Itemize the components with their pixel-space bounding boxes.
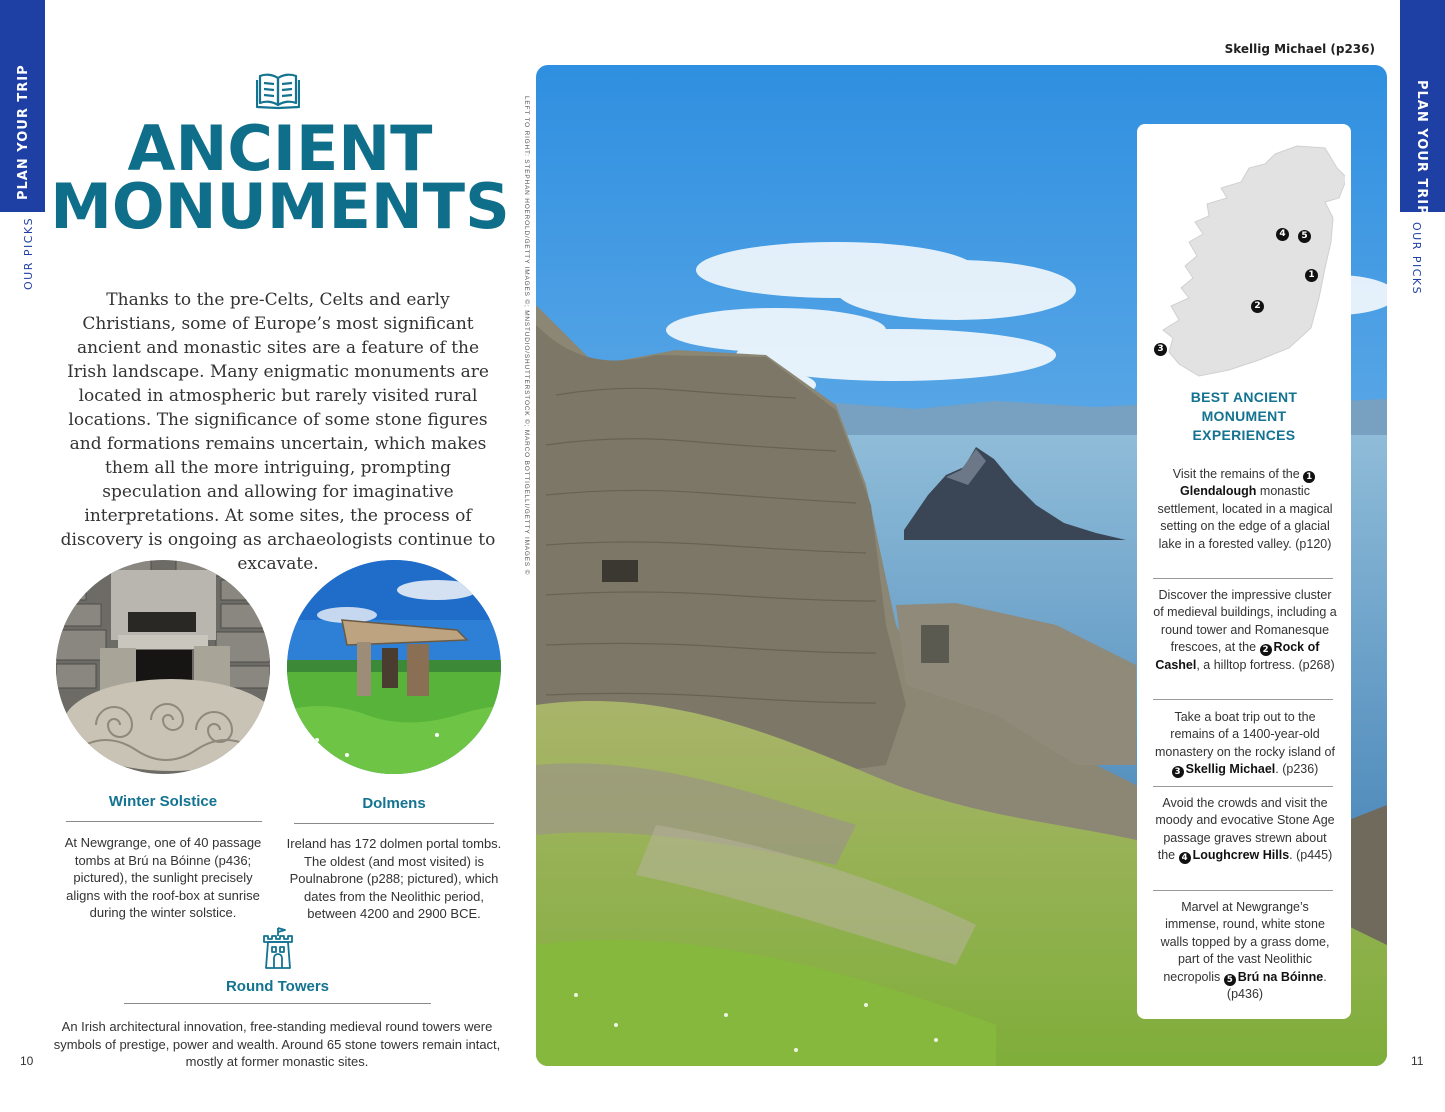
round-towers-heading: Round Towers xyxy=(225,978,330,995)
experience-2 xyxy=(1153,587,1337,674)
title-line-2: MONUMENTS xyxy=(50,170,510,243)
experience-divider xyxy=(1153,699,1333,700)
experience-3-name: Skellig Michael xyxy=(1185,762,1276,777)
panel-title xyxy=(1137,388,1351,445)
round-towers-rule xyxy=(124,1003,431,1004)
photo-caption: Skellig Michael (p236) xyxy=(1224,42,1375,56)
ireland-map xyxy=(1149,138,1345,388)
experience-2-detail: , a hilltop fortress. (p268) xyxy=(1196,657,1335,672)
experience-3-marker: 3 xyxy=(1172,766,1184,778)
winter-solstice-text: At Newgrange, one of 40 passage tombs at Brú na Bóinne (p436; pictured), the sunlight precisely aligns with the roof-box at sunrise during the winter solstice. xyxy=(64,835,262,920)
best-experiences-panel xyxy=(1137,124,1351,1019)
experience-4-marker: 4 xyxy=(1179,852,1191,864)
panel-title-line-2: MONUMENT xyxy=(1201,408,1287,424)
experience-divider xyxy=(1153,786,1333,787)
dolmen-photo xyxy=(287,560,501,774)
experience-3-intro: Take a boat trip out to the remains of a 1400-year-old monastery on the rocky island of xyxy=(1155,710,1335,759)
plan-your-trip-label-left: PLAN YOUR TRIP xyxy=(16,64,31,200)
experience-5 xyxy=(1153,899,1337,1003)
tower-icon xyxy=(259,926,297,970)
map-marker-3: 3 xyxy=(1154,343,1167,356)
experience-5-detail: . (p436) xyxy=(1226,969,1327,1002)
experience-5-name: Brú na Bóinne xyxy=(1237,969,1324,984)
our-picks-label-left: OUR PICKS xyxy=(22,216,35,290)
our-picks-label-right: OUR PICKS xyxy=(1410,222,1423,296)
map-marker-4: 4 xyxy=(1276,228,1289,241)
round-towers-text: An Irish architectural innovation, free-standing medieval round towers were symbols of prestige, power and wealth. Around 65 stone towers remain intact, mostly at former monastic sites. xyxy=(53,1019,501,1069)
experience-4-name: Loughcrew Hills xyxy=(1192,848,1290,863)
experience-divider xyxy=(1153,890,1333,891)
experience-1-name: Glendalough xyxy=(1180,484,1257,499)
experience-1 xyxy=(1153,466,1337,553)
dolmens-rule xyxy=(294,823,494,824)
experience-2-name: Rock of Cashel xyxy=(1155,640,1320,672)
experience-1-detail: monastic settlement, located in a magical setting on the edge of a glacial lake in a forested valley. (p120) xyxy=(1157,484,1333,551)
winter-solstice-heading: Winter Solstice xyxy=(108,793,218,810)
plan-your-trip-label-right: PLAN YOUR TRIP xyxy=(1414,80,1429,216)
experience-2-marker: 2 xyxy=(1260,644,1272,656)
experience-1-intro: Visit the remains of the xyxy=(1172,467,1300,481)
book-icon xyxy=(256,70,300,110)
title-line-1: ANCIENT xyxy=(127,112,433,185)
panel-title-line-1: BEST ANCIENT xyxy=(1190,389,1298,405)
experience-5-intro: Marvel at Newgrange’s immense, round, white stone walls topped by a grass dome, part of the vast Neolithic necropolis xyxy=(1160,900,1330,984)
winter-solstice-rule xyxy=(66,821,262,822)
experience-5-marker: 5 xyxy=(1224,974,1236,986)
experience-4-detail: . (p445) xyxy=(1289,848,1333,863)
map-marker-2: 2 xyxy=(1251,300,1264,313)
experience-2-intro: Discover the impressive cluster of medieval buildings, including a round tower and Romanesque frescoes, at the xyxy=(1153,588,1337,655)
intro-paragraph: Thanks to the pre-Celts, Celts and early Christians, some of Europe’s most significant ancient and monastic sites are a feature of the Irish landscape. Many enigmatic monuments are located in atmospheric but rarely visited rural locations. The significance of some stone figures and formations remains uncertain, which makes them all the more intriguing, prompting speculation and allowing for imaginative interpretations. At some sites, the process of discovery is ongoing as archaeologists continue to excavate. xyxy=(60,290,496,574)
experience-3 xyxy=(1153,709,1337,779)
page-title xyxy=(50,112,510,243)
experience-4-intro: Avoid the crowds and visit the moody and evocative Stone Age passage graves strewn about the xyxy=(1155,796,1335,863)
page-number-left: 10 xyxy=(20,1054,34,1068)
panel-title-line-3: EXPERIENCES xyxy=(1192,427,1296,443)
experience-3-detail: . (p236) xyxy=(1275,762,1319,777)
dolmens-heading: Dolmens xyxy=(362,795,426,812)
map-marker-1: 1 xyxy=(1305,269,1318,282)
page-number-right: 11 xyxy=(1411,1054,1424,1068)
experience-divider xyxy=(1153,578,1333,579)
experience-4 xyxy=(1153,795,1337,865)
experience-1-marker: 1 xyxy=(1303,471,1315,483)
dolmens-text: Ireland has 172 dolmen portal tombs. The oldest (and most visited) is Poulnabrone (p288; pictured), which dates from the Neolithic period, between 4200 and 2900 BCE. xyxy=(286,836,502,921)
newgrange-photo xyxy=(56,560,270,774)
plan-your-trip-tab-left xyxy=(0,0,45,212)
photo-credit: LEFT TO RIGHT: STEPHAN HOEROLD/GETTY IMAGES ©; MNSTUDIO/SHUTTERSTOCK ©; MARCO BOTTIGELLI/GETTY IMAGES © xyxy=(523,96,530,576)
map-marker-5: 5 xyxy=(1298,230,1311,243)
plan-your-trip-tab-right xyxy=(1400,0,1445,216)
